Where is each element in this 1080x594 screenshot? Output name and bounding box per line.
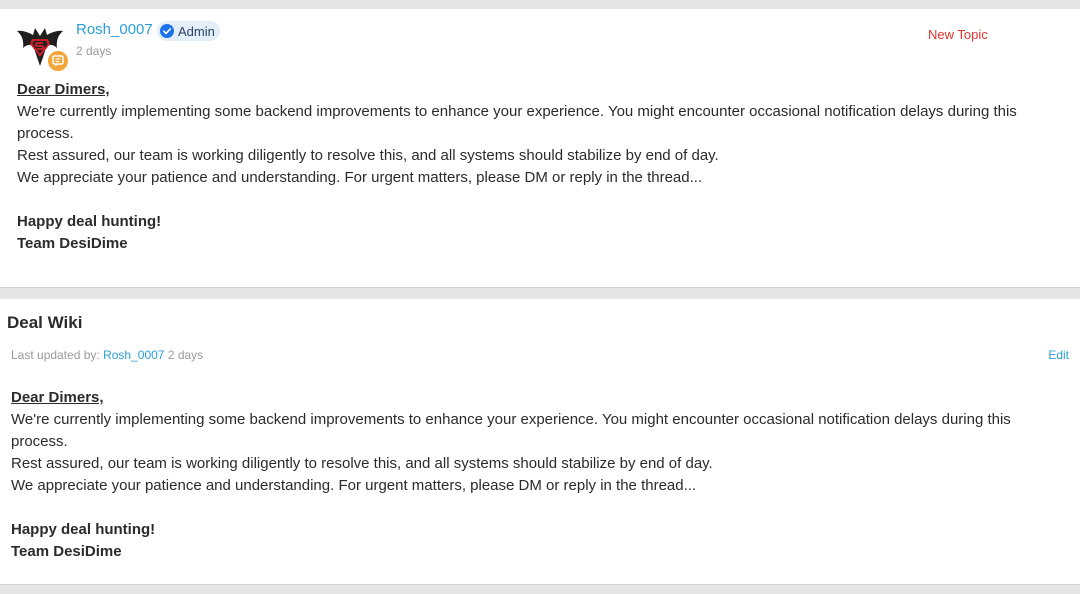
post-message <box>17 79 1062 255</box>
message-line: Rest assured, our team is working diligently to resolve this, and all systems should stabilize by end of day. <box>11 455 713 472</box>
message-line: Rest assured, our team is working diligently to resolve this, and all systems should stabilize by end of day. <box>17 147 719 164</box>
last-updated-time: 2 days <box>167 348 204 362</box>
last-updated-user-link[interactable]: Rosh_0007 <box>103 348 165 362</box>
message-spacer <box>11 497 1056 519</box>
admin-badge <box>157 21 220 41</box>
admin-badge-label: Admin <box>178 23 215 39</box>
verified-check-icon <box>160 24 174 38</box>
chat-badge-icon <box>46 49 70 73</box>
last-updated-label: Last updated by: <box>11 348 100 362</box>
message-signoff: Happy deal hunting! <box>11 521 156 538</box>
wiki-message <box>11 387 1056 563</box>
new-topic-button[interactable]: New Topic <box>928 27 988 42</box>
message-spacer <box>17 189 1062 211</box>
message-signature: Team DesiDime <box>17 235 128 252</box>
message-greeting: Dear Dimers, <box>11 389 104 406</box>
message-signoff: Happy deal hunting! <box>17 213 162 230</box>
wiki-title: Deal Wiki <box>7 313 83 332</box>
message-line: We appreciate your patience and understanding. For urgent matters, please DM or reply in the thread... <box>17 169 703 186</box>
message-line: We're currently implementing some backend improvements to enhance your experience. You might encounter occasional notification delays during this process. <box>17 103 1017 142</box>
message-greeting: Dear Dimers, <box>17 81 110 98</box>
post-card <box>0 9 1080 288</box>
message-signature: Team DesiDime <box>11 543 122 560</box>
username-link[interactable]: Rosh_0007 <box>76 21 153 38</box>
edit-wiki-button[interactable]: Edit <box>1048 348 1069 362</box>
deal-wiki-card <box>0 299 1080 585</box>
avatar[interactable] <box>16 22 68 74</box>
last-updated-info <box>11 348 203 362</box>
post-timestamp: 2 days <box>76 44 112 58</box>
message-line: We're currently implementing some backend improvements to enhance your experience. You might encounter occasional notification delays during this process. <box>11 411 1011 450</box>
message-line: We appreciate your patience and understanding. For urgent matters, please DM or reply in the thread... <box>11 477 697 494</box>
